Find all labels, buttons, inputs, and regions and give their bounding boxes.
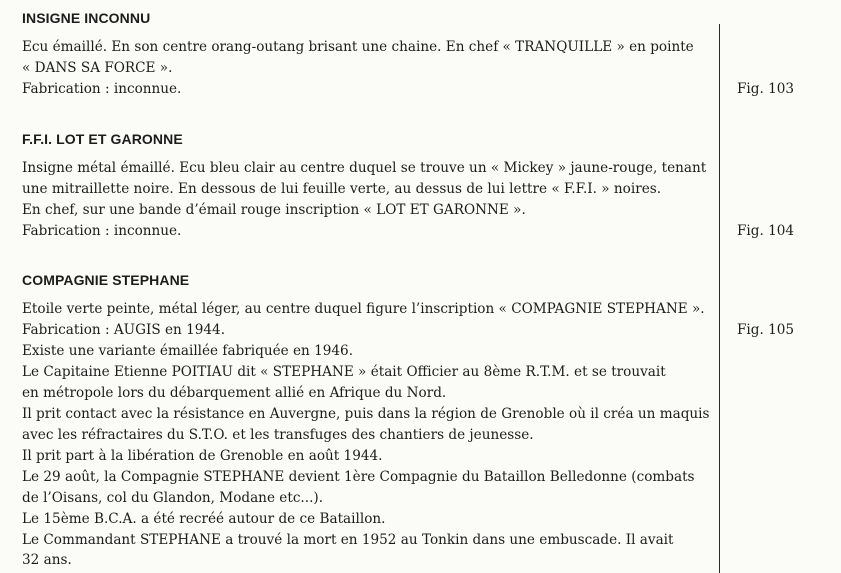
body-line: de l’Oisans, col du Glandon, Modane etc...). bbox=[22, 490, 324, 506]
figure-reference: Fig. 105 bbox=[737, 322, 795, 338]
body-line: Il prit part à la libération de Grenoble en août 1944. bbox=[22, 448, 383, 464]
body-line: Fabrication : AUGIS en 1944. bbox=[22, 322, 226, 338]
body-line: Insigne métal émaillé. Ecu bleu clair au centre duquel se trouve un « Mickey » jaune-rouge, tenant bbox=[22, 160, 707, 176]
body-line: Le Commandant STEPHANE a trouvé la mort en 1952 au Tonkin dans une embuscade. Il avait bbox=[22, 532, 674, 548]
body-line: Le 29 août, la Compagnie STEPHANE devient 1ère Compagnie du Bataillon Belledonne (combats bbox=[22, 469, 695, 485]
column-divider bbox=[719, 24, 720, 573]
body-line: 32 ans. bbox=[22, 552, 72, 568]
body-line: « DANS SA FORCE ». bbox=[22, 60, 173, 76]
body-line: avec les réfractaires du S.T.O. et les transfuges des chantiers de jeunesse. bbox=[22, 427, 534, 443]
body-line: Fabrication : inconnue. bbox=[22, 223, 182, 239]
body-line: Ecu émaillé. En son centre orang-outang brisant une chaine. En chef « TRANQUILLE » en pointe bbox=[22, 39, 694, 55]
body-line: une mitraillette noire. En dessous de lui feuille verte, au dessus de lui lettre « F.F.I. » noires. bbox=[22, 181, 662, 197]
body-line: Le Capitaine Etienne POITIAU dit « STEPHANE » était Officier au 8ème R.T.M. et se trouvait bbox=[22, 364, 666, 380]
figure-reference: Fig. 103 bbox=[737, 81, 795, 97]
section-title-insigne-inconnu: INSIGNE INCONNU bbox=[22, 10, 151, 26]
body-line: Le 15ème B.C.A. a été recréé autour de ce Bataillon. bbox=[22, 511, 386, 527]
figure-reference: Fig. 104 bbox=[737, 223, 795, 239]
body-line: Etoile verte peinte, métal léger, au centre duquel figure l’inscription « COMPAGNIE STEPHANE ». bbox=[22, 301, 705, 317]
body-line: Fabrication : inconnue. bbox=[22, 81, 182, 97]
body-line: Existe une variante émaillée fabriquée en 1946. bbox=[22, 343, 354, 359]
body-line: En chef, sur une bande d’émail rouge inscription « LOT ET GARONNE ». bbox=[22, 202, 526, 218]
section-title-compagnie-stephane: COMPAGNIE STEPHANE bbox=[22, 272, 190, 288]
section-title-ffi-lot-et-garonne: F.F.I. LOT ET GARONNE bbox=[22, 131, 183, 147]
body-line: Il prit contact avec la résistance en Auvergne, puis dans la région de Grenoble où il créa un maquis bbox=[22, 406, 710, 422]
body-line: en métropole lors du débarquement allié en Afrique du Nord. bbox=[22, 385, 447, 401]
